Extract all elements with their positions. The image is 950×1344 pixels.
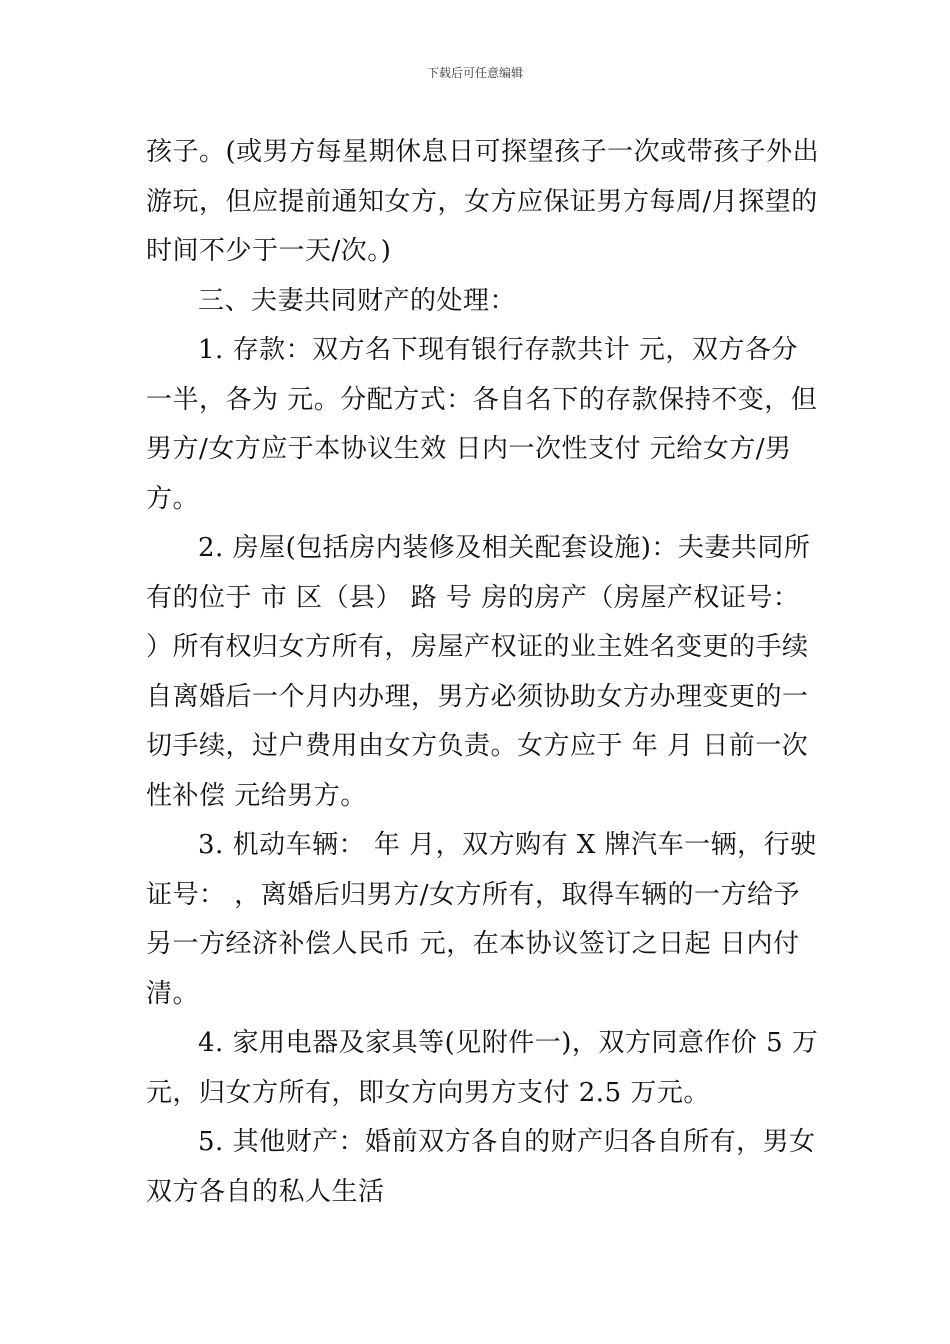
text-line: 清。	[146, 978, 200, 1009]
text-line: 元，归女方所有，即女方向男方支付 2.5 万元。	[146, 1077, 710, 1108]
text-line: 方。	[146, 483, 200, 514]
document-body	[146, 128, 820, 1217]
text-line: 自离婚后一个月内办理，男方必须协助女方办理变更的一	[146, 681, 809, 712]
text-line: 2. 房屋(包括房内装修及相关配套设施)：夫妻共同所	[198, 533, 811, 563]
text-line: 证号： ，离婚后归男方/女方所有，取得车辆的一方给予	[146, 879, 801, 910]
text-line: 男方/女方应于本协议生效 日内一次性支付 元给女方/男	[146, 434, 792, 464]
text-line: 孩子。(或男方每星期休息日可探望孩子一次或带孩子外出	[146, 137, 820, 167]
text-line: 游玩，但应提前通知女方，女方应保证男方每周/月探望的	[146, 186, 818, 217]
text-line: 3. 机动车辆： 年 月，双方购有 X 牌汽车一辆，行驶	[198, 830, 817, 860]
section-heading: 三、夫妻共同财产的处理：	[198, 285, 517, 316]
text-line: 4. 家用电器及家具等(见附件一)，双方同意作价 5 万	[198, 1028, 819, 1058]
text-line: 双方各自的私人生活	[146, 1176, 385, 1207]
text-line: 有的位于 市 区（县） 路 号 房的房产（房屋产权证号：	[146, 582, 800, 613]
text-line: 切手续，过户费用由女方负责。女方应于 年 月 日前一次	[146, 731, 809, 761]
text-line: 一半，各为 元。分配方式：各自名下的存款保持不变，但	[146, 384, 818, 415]
text-line: 1. 存款：双方名下现有银行存款共计 元，双方各分	[198, 335, 798, 365]
text-line: 性补偿 元给男方。	[146, 780, 367, 811]
text-line: 5. 其他财产：婚前双方各自的财产归各自所有，男女	[198, 1127, 816, 1157]
text-line: ）所有权归女方所有，房屋产权证的业主姓名变更的手续	[146, 632, 809, 662]
text-line: 另一方经济补偿人民币 元，在本协议签订之日起 日内付	[146, 929, 800, 959]
page-header: 下载后可任意编辑	[426, 66, 523, 80]
text-line: 时间不少于一天/次。)	[146, 236, 392, 266]
